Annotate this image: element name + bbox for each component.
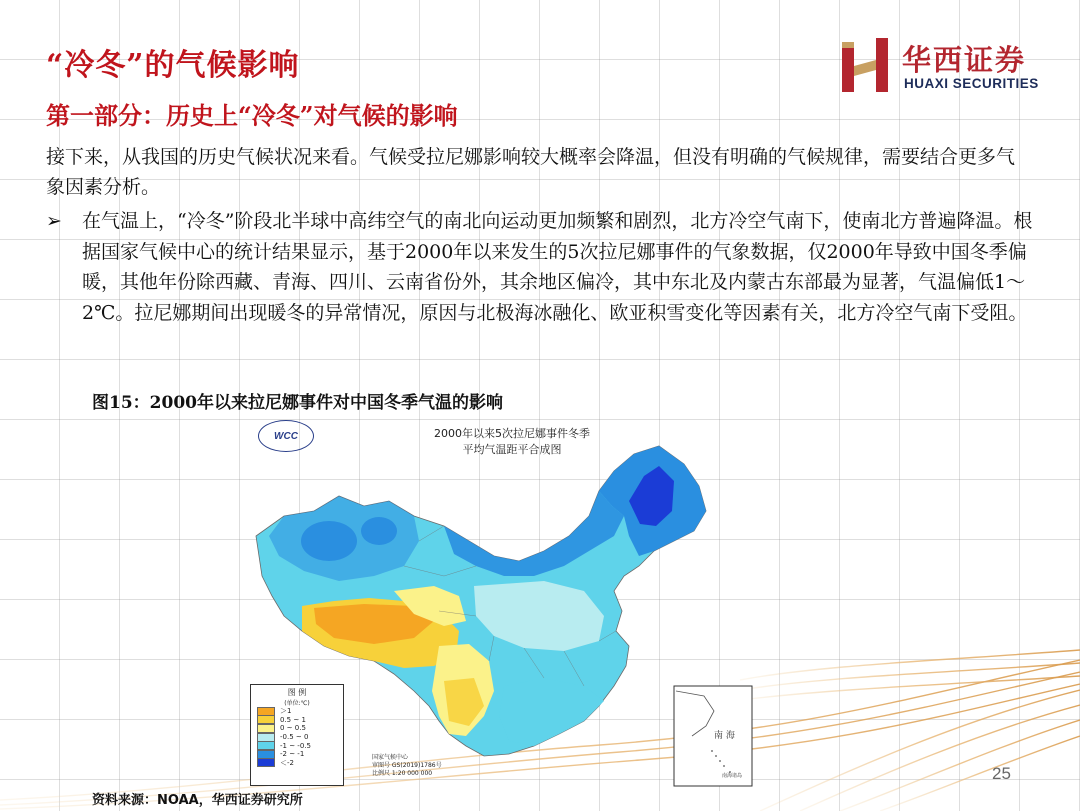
intro-paragraph: 接下来，从我国的历史气候状况来看。气候受拉尼娜影响较大概率会降温，但没有明确的气候规律，需要结合更多气象因素分析。 bbox=[46, 146, 1016, 198]
source-note: 资料来源：NOAA，华西证券研究所 bbox=[92, 793, 303, 808]
legend-label: ＞1 bbox=[280, 707, 292, 716]
legend-label: -2 ~ -1 bbox=[280, 750, 305, 759]
legend-unit: (单位:℃) bbox=[284, 700, 310, 707]
brand-logo bbox=[838, 36, 1058, 98]
legend-label: ＜-2 bbox=[280, 758, 294, 767]
legend-item bbox=[251, 741, 343, 750]
map-heading-line1: 2000年以来5次拉尼娜事件冬季 bbox=[434, 427, 590, 440]
wcc-logo: WCC bbox=[258, 420, 314, 452]
brand-name-cn: 华西证券 bbox=[902, 43, 1027, 77]
legend-item bbox=[251, 733, 343, 742]
section-subtitle: 第一部分：历史上“冷冬”对气候的影响 bbox=[46, 101, 458, 130]
legend-label: -1 ~ -0.5 bbox=[280, 741, 311, 750]
legend-item bbox=[251, 759, 343, 768]
huaxi-logo-mark bbox=[838, 36, 892, 94]
map-heading bbox=[392, 426, 632, 458]
inset-label: 南 海 bbox=[714, 731, 735, 741]
map-inset-frame bbox=[674, 686, 752, 786]
map-patch-cold-2 bbox=[361, 517, 397, 545]
china-temperature-map bbox=[244, 416, 774, 794]
map-footer-org: 国家气候中心 bbox=[372, 754, 409, 761]
map-footer-approval: 审图号 GS(2019)1786号 bbox=[372, 762, 442, 769]
bullet-text: 在气温上，“冷冬”阶段北半球中高纬空气的南北向运动更加频繁和剧烈，北方冷空气南下，使南北方普遍降温。根据国家气候中心的统计结果显示，基于2000年以来发生的5次拉尼娜事件的气象数据，仅2000年导致中国冬季偏暖，其他年份除西藏、青海、四川、云南省份外，其余地区偏冷，其中东北及内蒙古东部最为显著，气温偏低1～2℃。拉尼娜期间出现暖冬的异常情况，原因与北极海冰融化、欧亚积雪变化等因素有关，北方冷空气南下受阻。 bbox=[82, 210, 1033, 324]
map-heading-line2: 平均气温距平合成图 bbox=[462, 443, 562, 456]
map-footer-scale: 比例尺 1:20 000 000 bbox=[372, 770, 433, 777]
page-number: 25 bbox=[992, 764, 1011, 783]
figure-caption: 图15：2000年以来拉尼娜事件对中国冬季气温的影响 bbox=[92, 393, 503, 413]
legend-item bbox=[251, 724, 343, 733]
brand-name-en: HUAXI SECURITIES bbox=[904, 76, 1039, 91]
legend-item bbox=[251, 716, 343, 725]
legend-title: 图 例 bbox=[287, 688, 307, 697]
legend-label: 0.5 ~ 1 bbox=[280, 715, 306, 724]
bullet-arrow-icon: ➢ bbox=[46, 210, 62, 232]
map-footer bbox=[372, 754, 482, 778]
map-legend bbox=[250, 684, 344, 786]
legend-item bbox=[251, 750, 343, 759]
page-title: “冷冬”的气候影响 bbox=[46, 48, 300, 83]
map-patch-cold-1 bbox=[301, 521, 357, 561]
legend-swatch bbox=[257, 758, 275, 767]
legend-item bbox=[251, 707, 343, 716]
legend-label: 0 ~ 0.5 bbox=[280, 724, 306, 733]
legend-label: -0.5 ~ 0 bbox=[280, 733, 309, 742]
inset-sublabel: 南海诸岛 bbox=[722, 773, 743, 779]
